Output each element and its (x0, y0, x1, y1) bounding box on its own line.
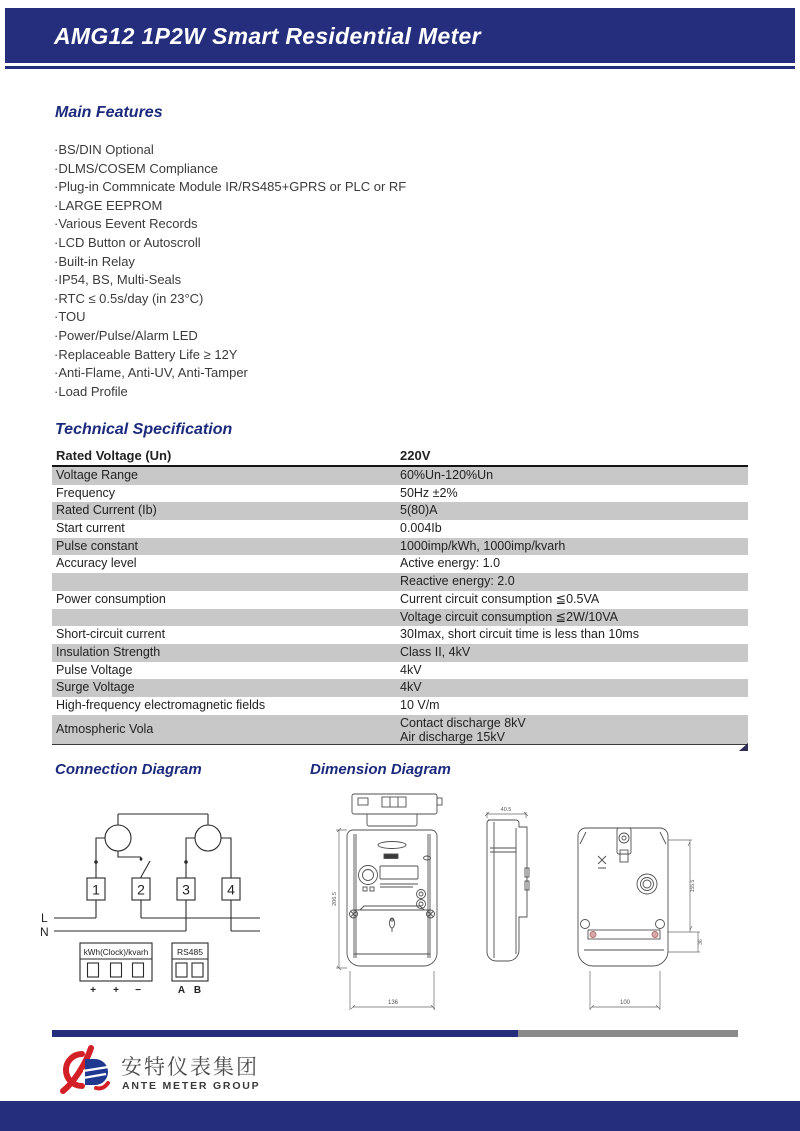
spec-value: Voltage circuit consumption ≦2W/10VA (400, 609, 618, 624)
feature-item: · BS/DIN Optional (54, 141, 406, 160)
spec-value: Class II, 4kV (400, 644, 471, 659)
spec-label: Atmospheric Vola (56, 721, 154, 736)
spec-label: Accuracy level (56, 556, 137, 571)
pin-label: + (90, 985, 96, 996)
meter-front-view (347, 830, 437, 966)
footer-bar-navy (52, 1030, 518, 1037)
specs-heading: Technical Specification (55, 421, 233, 438)
feature-item: · Built-in Relay (54, 253, 406, 272)
logo-english-text: ANTE METER GROUP (122, 1080, 261, 1092)
spec-value: 10 V/m (400, 697, 440, 712)
terminal-number: 2 (137, 881, 145, 898)
connection-diagram (30, 798, 310, 998)
spec-value: Reactive energy: 2.0 (400, 574, 515, 589)
spec-value: 5(80)A (400, 503, 438, 518)
spec-row (52, 555, 748, 573)
line-label-l: L (41, 911, 48, 925)
spec-value: 50Hz ±2% (400, 485, 458, 500)
no-hook-symbol (598, 856, 606, 868)
spec-value-line2: Air discharge 15kV (400, 730, 505, 745)
spec-row (52, 679, 748, 697)
spec-row (52, 662, 748, 680)
spec-row (52, 591, 748, 609)
spec-row (52, 697, 748, 715)
spec-row (52, 520, 748, 538)
dimension-diagram (320, 788, 720, 1022)
line-label-n: N (40, 925, 49, 939)
feature-item: · Anti-Flame, Anti-UV, Anti-Tamper (54, 364, 406, 383)
feature-item: · Replaceable Battery Life ≥ 12Y (54, 346, 406, 365)
feature-item: · Various Eevent Records (54, 215, 406, 234)
terminal-number: 4 (227, 881, 235, 898)
spec-label: Power consumption (56, 591, 166, 606)
pulse-block-label: kWh(Clock)/kvarh (83, 948, 149, 957)
header-rule (5, 66, 795, 69)
spec-row (52, 609, 748, 627)
logo-chinese-text: 安特仪表集团 (121, 1056, 259, 1079)
spec-label: Frequency (56, 485, 116, 500)
switch-symbol (118, 851, 150, 878)
feature-item: · LCD Button or Autoscroll (54, 234, 406, 253)
dim-side-width: 40.5 (500, 807, 512, 813)
spec-label: Insulation Strength (56, 644, 161, 659)
spec-row (52, 467, 748, 485)
page-title: AMG12 1P2W Smart Residential Meter (54, 23, 481, 49)
coil-symbol (195, 825, 221, 851)
spec-header-row (52, 446, 748, 467)
meter-side-view (487, 820, 529, 961)
bottom-band (0, 1101, 800, 1131)
feature-item: · IP54, BS, Multi-Seals (54, 271, 406, 290)
connection-heading: Connection Diagram (55, 761, 202, 778)
spec-row (52, 715, 748, 744)
ante-logo-mark (52, 1044, 118, 1094)
spec-value: 4kV (400, 662, 422, 677)
spec-label: Pulse Voltage (56, 662, 133, 677)
rs485-block-label: RS485 (177, 947, 203, 957)
dim-front-width: 136 (387, 1000, 399, 1006)
spec-label: Voltage Range (56, 468, 139, 482)
spec-label: Start current (56, 521, 125, 536)
footer-bar-gray (518, 1030, 738, 1037)
spec-row (52, 626, 748, 644)
spec-label: Rated Current (Ib) (56, 503, 157, 518)
spec-table (52, 446, 748, 745)
features-list (54, 141, 406, 401)
dim-back-width: 100 (619, 1000, 631, 1006)
dim-back-lower: 36 (698, 939, 704, 945)
feature-item: · Plug-in Commnicate Module IR/RS485+GPRS or PLC or RF (54, 178, 406, 197)
table-corner-mark (739, 743, 748, 751)
spec-row (52, 573, 748, 591)
spec-row (52, 485, 748, 503)
terminal-number: 3 (182, 881, 190, 898)
spec-value-line1: Contact discharge 8kV (400, 715, 526, 730)
junction-dot (184, 860, 188, 864)
spec-value: Active energy: 1.0 (400, 556, 501, 571)
pin-label: + (113, 985, 119, 996)
spec-value: 30Imax, short circuit time is less than 10ms (400, 627, 639, 642)
feature-item: · Load Profile (54, 383, 406, 402)
spec-header-label: Rated Voltage (Un) (56, 448, 172, 463)
dim-front-height: 206.5 (332, 892, 338, 906)
spec-value: Current circuit consumption ≦0.5VA (400, 591, 600, 606)
feature-item: · DLMS/COSEM Compliance (54, 160, 406, 179)
coil-symbol (105, 825, 131, 851)
spec-label: Short-circuit current (56, 627, 166, 642)
spec-row (52, 644, 748, 662)
pin-label: B (193, 985, 202, 996)
pin-label: A (177, 985, 186, 996)
feature-item: · LARGE EEPROM (54, 197, 406, 216)
spec-label: High-frequency electromagnetic fields (56, 697, 266, 712)
meter-top-view (352, 794, 442, 826)
feature-item: · RTC ≤ 0.5s/day (in 23°C) (54, 290, 406, 309)
feature-item: · TOU (54, 308, 406, 327)
dimension-heading: Dimension Diagram (310, 761, 451, 778)
spec-value (400, 715, 526, 745)
feature-item: · Power/Pulse/Alarm LED (54, 327, 406, 346)
spec-row (52, 502, 748, 520)
features-heading: Main Features (55, 104, 163, 121)
pin-label: − (135, 985, 141, 996)
spec-label: Surge Voltage (56, 680, 135, 695)
spec-row (52, 538, 748, 556)
header-band (5, 8, 795, 63)
spec-label: Pulse constant (56, 538, 138, 553)
spec-value: 4kV (400, 680, 422, 695)
spec-header-value: 220V (400, 448, 431, 463)
meter-back-view (578, 828, 668, 966)
spec-value: 1000imp/kWh, 1000imp/kvarh (400, 538, 566, 553)
dim-back-height: 155.5 (690, 879, 696, 893)
terminal-number: 1 (92, 881, 100, 898)
spec-value: 60%Un-120%Un (400, 468, 494, 482)
spec-value: 0.004Ib (400, 521, 442, 536)
junction-dot (94, 860, 98, 864)
